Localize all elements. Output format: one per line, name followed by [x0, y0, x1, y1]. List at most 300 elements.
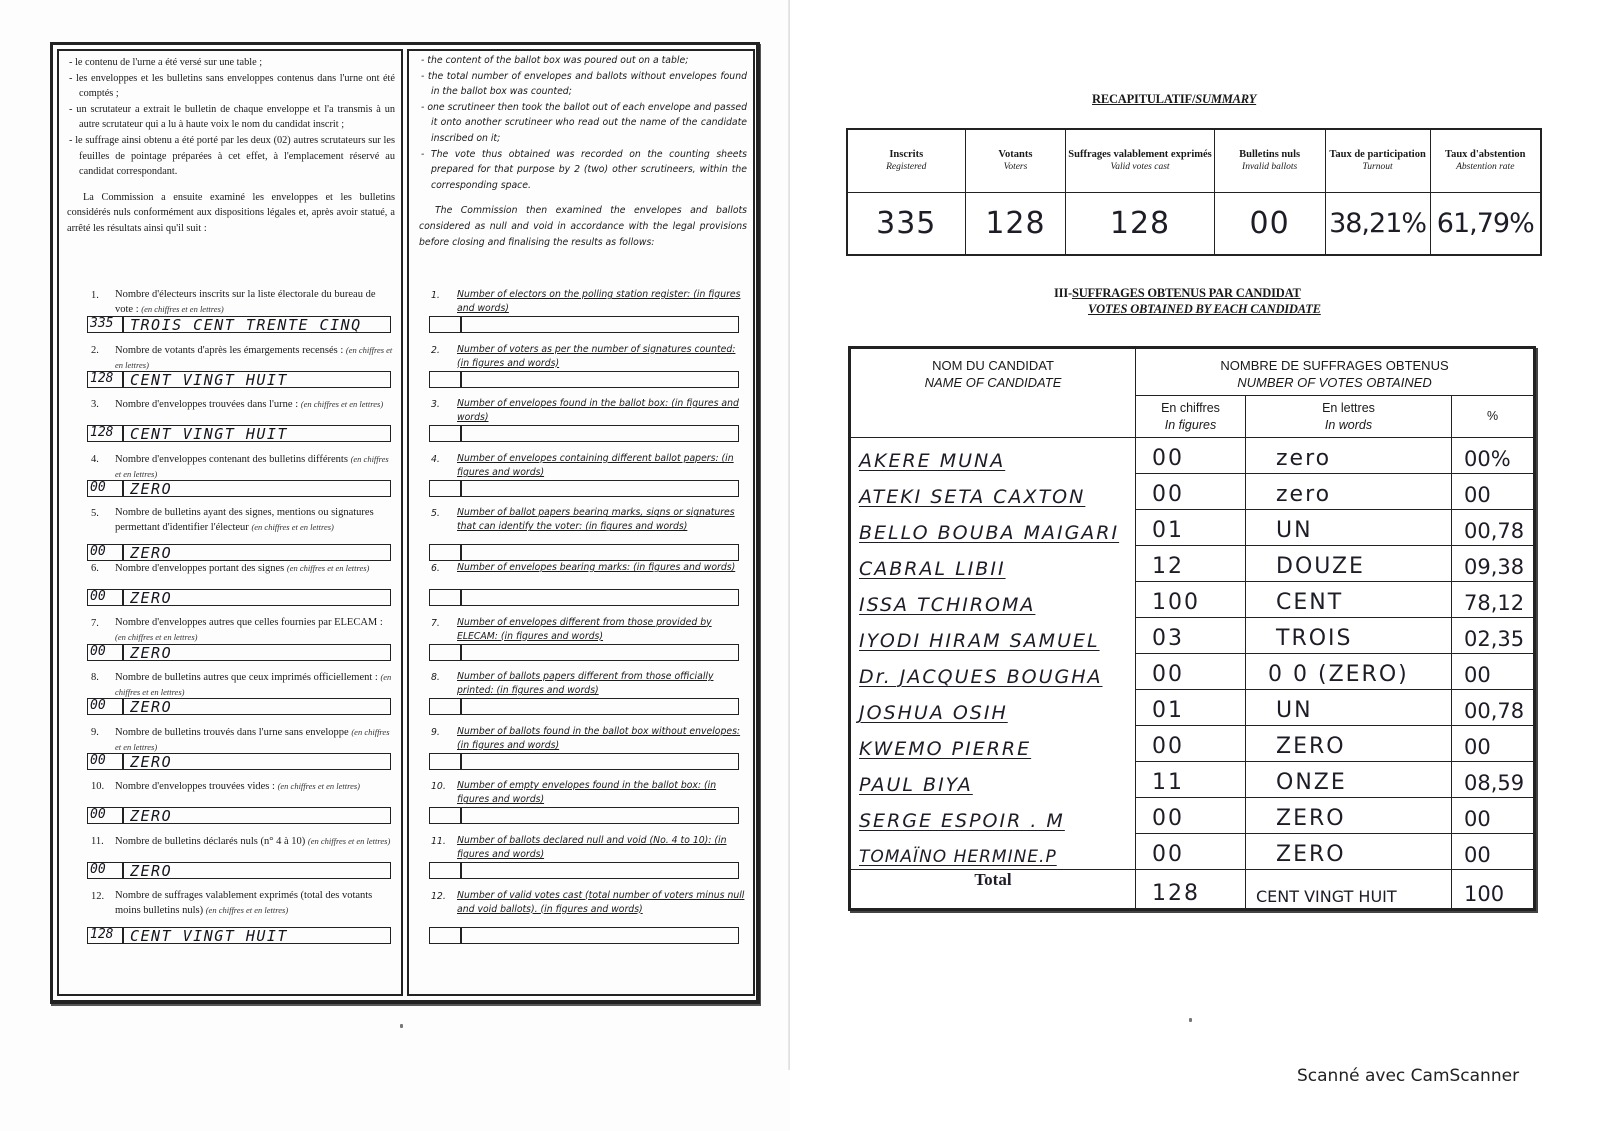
en-item: [409, 777, 753, 832]
item-label: [115, 397, 395, 412]
item-label: Number of empty envelopes found in the ballot box: (in figures and words): [457, 780, 717, 806]
answer-box[interactable]: [429, 862, 739, 879]
candidate-row: [850, 762, 1535, 798]
candidate-words: 0 0 (ZERO): [1246, 654, 1452, 690]
item-number: 1.: [431, 290, 440, 301]
summary-title: [1092, 92, 1256, 107]
header-en: Registered: [886, 161, 927, 172]
answer-words: ZERO: [130, 588, 173, 607]
candidate-pct: 00: [1452, 834, 1535, 870]
item-number: 11.: [431, 835, 446, 847]
candidate-figures: 12: [1136, 546, 1246, 582]
en-item: [409, 832, 753, 887]
en-intro-bullet: - one scrutineer then took the ballot out of each envelope and passed it onto another scrutineer who read out the name of the candidate inscribed on it;: [421, 101, 747, 144]
item-label-text: Nombre de bulletins autres que ceux imprimés officiellement :: [115, 672, 378, 684]
answer-words: ZERO: [130, 544, 173, 563]
words-header-en: In words: [1324, 417, 1373, 432]
item-label-text: Nombre de bulletins ayant des signes, mentions ou signatures permettant d'identifier l'électeur: [115, 507, 374, 534]
candidate-words: TROIS: [1246, 618, 1452, 654]
answer-figure: 00: [90, 807, 106, 823]
candidate-row: [850, 726, 1535, 762]
item-number: 2.: [431, 344, 440, 356]
fr-item: [59, 341, 401, 396]
answer-figure: 00: [90, 588, 106, 604]
section-title-fr: SUFFRAGES OBTENUS PAR CANDIDAT: [1071, 286, 1301, 300]
fr-intro: [59, 51, 401, 237]
item-number: 1.: [91, 290, 99, 301]
answer-box[interactable]: [429, 589, 739, 606]
candidate-words: UN: [1246, 690, 1452, 726]
total-pct: 100: [1452, 870, 1535, 910]
candidate-pct: 00,78: [1452, 510, 1535, 546]
answer-figure: 00: [90, 752, 106, 768]
header-fr: Inscrits: [889, 148, 924, 160]
en-item: [409, 668, 753, 723]
box-divider: [122, 589, 124, 606]
answer-box[interactable]: [429, 753, 739, 770]
item-hint: (en chiffres et en lettres): [205, 904, 289, 915]
item-label: [115, 616, 395, 645]
total-row: [850, 870, 1535, 910]
item-label: [115, 725, 395, 755]
candidate-words: zero: [1246, 474, 1452, 510]
item-label: Number of electors on the polling station register: (in figures and words): [457, 289, 741, 314]
en-intro: [409, 51, 753, 250]
french-column: [57, 49, 403, 996]
candidate-row: [850, 690, 1535, 726]
candidate-pct: 09,38: [1452, 546, 1535, 582]
answer-words: ZERO: [130, 861, 173, 880]
summary-values-row: [847, 192, 1541, 255]
header-en: Valid votes cast: [1110, 161, 1170, 172]
section-prefix: III-: [1054, 286, 1072, 300]
candidate-row: [850, 438, 1535, 474]
item-label: [115, 889, 395, 918]
item-label: [115, 779, 395, 794]
answer-words: CENT VINGT HUIT: [130, 370, 288, 389]
candidate-row: [850, 618, 1535, 654]
header-fr: Bulletins nuls: [1239, 148, 1301, 160]
answer-box[interactable]: [429, 927, 739, 944]
answer-box[interactable]: [429, 425, 739, 442]
answer-box[interactable]: [87, 425, 391, 442]
scan-speck: [1189, 1018, 1192, 1022]
item-number: 4.: [431, 453, 440, 465]
item-label: Number of valid votes cast (total number of voters minus null and void ballots). (in figures and words): [457, 889, 745, 915]
answer-box[interactable]: [429, 807, 739, 824]
item-label: Number of ballots declared null and void (No. 4 to 10): (in figures and words): [457, 834, 727, 860]
item-label-text: Nombre d'enveloppes autres que celles fournies par ELECAM :: [115, 616, 383, 628]
en-items: [409, 286, 753, 941]
answer-box[interactable]: [429, 480, 739, 497]
item-hint: (en chiffres et en lettres): [277, 781, 361, 792]
scanner-watermark: Scanné avec CamScanner: [1297, 1066, 1520, 1086]
candidate-name: AKERE MUNA: [850, 438, 1136, 474]
candidate-figures: 01: [1136, 510, 1246, 546]
fr-items: [59, 286, 401, 945]
item-number: 6.: [431, 562, 440, 574]
candidate-name: TOMAÏNO HERMINE.P: [850, 834, 1136, 870]
candidate-figures: 100: [1136, 582, 1246, 618]
box-divider: [460, 316, 462, 333]
item-number: 11.: [91, 835, 104, 847]
fr-intro-bullet: - le suffrage ainsi obtenu a été porté par les deux (02) autres scrutateurs sur les feuilles de pointage préparées à cet effet, à l'emplacement réservé au candidat correspondant.: [69, 134, 395, 178]
item-label: [115, 834, 395, 849]
candidate-figures: 00: [1136, 474, 1246, 510]
summary-header: [847, 129, 965, 192]
box-divider: [122, 862, 124, 879]
box-divider: [460, 862, 462, 879]
answer-words: CENT VINGT HUIT: [130, 425, 288, 444]
item-label: [115, 670, 395, 700]
item-label-text: Nombre de bulletins trouvés dans l'urne sans enveloppe: [115, 726, 349, 738]
candidate-name: BELLO BOUBA MAIGARI: [850, 510, 1136, 546]
item-number: 12.: [431, 890, 446, 902]
item-number: 10.: [431, 781, 446, 793]
candidate-name: KWEMO PIERRE: [850, 726, 1136, 762]
candidate-pct: 00%: [1452, 438, 1535, 474]
item-hint: (en chiffres et en lettres): [115, 453, 389, 479]
item-hint: (en chiffres et en lettres): [286, 562, 370, 573]
answer-figure: 00: [90, 861, 106, 877]
item-label: [115, 561, 395, 576]
words-header-fr: En lettres: [1322, 400, 1375, 415]
answer-figure: 00: [90, 479, 106, 495]
item-label: Number of envelopes different from those provided by ELECAM: (in figures and words): [457, 616, 712, 642]
box-divider: [460, 425, 462, 442]
fr-item: [59, 559, 401, 614]
candidate-words: ZERO: [1246, 726, 1452, 762]
answer-box[interactable]: [87, 698, 391, 715]
summary-table: [846, 128, 1542, 256]
box-divider: [122, 644, 124, 661]
box-divider: [460, 698, 462, 715]
box-divider: [460, 753, 462, 770]
right-page: [790, 0, 1600, 1131]
header-fr: Taux de participation: [1329, 148, 1426, 160]
en-intro-bullet: - the total number of envelopes and ballots without envelopes found in the ballot box was counted;: [421, 70, 747, 98]
fr-item: [59, 887, 401, 945]
item-label-text: Nombre de suffrages valablement exprimés (total des votants moins bulletins nuls): [115, 889, 373, 916]
candidate-row: [850, 474, 1535, 510]
candidate-row: [850, 582, 1535, 618]
candidate-words: zero: [1246, 438, 1452, 474]
en-intro-paragraph: The Commission then examined the envelopes and ballots considered as null and void in accordance with the legal provisions before closing and finalising the results as follows:: [419, 205, 747, 248]
item-number: 2.: [91, 344, 99, 356]
summary-title-en: SUMMARY: [1195, 92, 1257, 106]
header-fr: Suffrages valablement exprimés: [1068, 148, 1212, 160]
left-page: [0, 0, 790, 1131]
total-figures: 128: [1136, 870, 1246, 910]
candidate-figures: 00: [1136, 726, 1246, 762]
candidate-pct: 78,12: [1452, 582, 1535, 618]
item-label: [115, 452, 395, 482]
answer-figure: 128: [90, 425, 114, 441]
summary-header: [1325, 129, 1430, 192]
answer-words: ZERO: [130, 752, 173, 771]
box-divider: [460, 480, 462, 497]
candidate-name: Dr. JACQUES BOUGHA: [850, 654, 1136, 690]
header-fr: Taux d'abstention: [1445, 148, 1526, 160]
section-title: [1054, 286, 1301, 301]
candidate-name: SERGE ESPOIR . M: [850, 798, 1136, 834]
box-divider: [122, 480, 124, 497]
answer-figure: 128: [90, 926, 114, 942]
candidate-row: [850, 510, 1535, 546]
item-hint: (en chiffres et en lettres): [251, 522, 334, 533]
answer-box[interactable]: [87, 316, 391, 333]
candidate-figures: 11: [1136, 762, 1246, 798]
candidate-pct: 00: [1452, 474, 1535, 510]
answer-figure: 00: [90, 643, 106, 659]
en-intro-bullet: - the content of the ballot box was poured out on a table;: [421, 55, 689, 66]
minutes-form-frame: [50, 42, 760, 1004]
answer-words: ZERO: [130, 807, 173, 826]
scan-speck: [400, 1024, 403, 1028]
header-en: Invalid ballots: [1242, 161, 1298, 172]
candidate-figures: 00: [1136, 654, 1246, 690]
candidate-figures: 00: [1136, 438, 1246, 474]
en-item: [409, 450, 753, 505]
item-number: 10.: [91, 781, 105, 793]
candidate-pct: 00: [1452, 654, 1535, 690]
fr-item: [59, 395, 401, 450]
fr-intro-paragraph: La Commission a ensuite examiné les enveloppes et les bulletins considérés nuls conformément aux dispositions légales et, après avoir statué, a arrêté les résultats ainsi qu'il suit :: [67, 191, 395, 234]
candidate-row: [850, 834, 1535, 870]
candidate-name: JOSHUA OSIH: [850, 690, 1136, 726]
answer-box[interactable]: [87, 589, 391, 606]
item-hint: (en chiffres et en lettres): [307, 835, 391, 846]
box-divider: [460, 644, 462, 661]
candidate-figures: 00: [1136, 798, 1246, 834]
fr-item: [59, 777, 401, 832]
en-item: [409, 887, 753, 942]
candidate-words: ZERO: [1246, 798, 1452, 834]
answer-box[interactable]: [87, 480, 391, 497]
item-label: [115, 343, 395, 373]
answer-words: ZERO: [130, 698, 173, 717]
item-number: 6.: [91, 562, 99, 574]
item-label: [115, 506, 395, 535]
total-label: Total: [850, 870, 1136, 910]
item-number: 12.: [91, 890, 105, 902]
figures-header-fr: En chiffres: [1161, 400, 1220, 415]
candidate-pct: 02,35: [1452, 618, 1535, 654]
en-intro-bullet: - The vote thus obtained was recorded on the counting sheets prepared for that purpose by 2 (two) other scrutineers, within the corresponding space.: [421, 148, 747, 191]
box-divider: [460, 371, 462, 388]
answer-words: CENT VINGT HUIT: [130, 926, 288, 945]
item-number: 5.: [431, 508, 440, 520]
en-item: [409, 341, 753, 396]
item-label-text: Nombre d'électeurs inscrits sur la liste électorale du bureau de vote :: [115, 289, 376, 315]
candidate-name: ATEKI SETA CAXTON: [850, 474, 1136, 510]
item-hint: (en chiffres et en lettres): [115, 726, 390, 752]
answer-words: ZERO: [130, 479, 173, 498]
item-hint: (en chiffres et en lettres): [115, 672, 392, 698]
votes-header-en: NUMBER OF VOTES OBTAINED: [1237, 375, 1432, 390]
answer-figure: 00: [90, 698, 106, 714]
candidate-name: CABRAL LIBII: [850, 546, 1136, 582]
item-number: 8.: [431, 672, 440, 684]
figures-header: [1136, 396, 1246, 438]
answer-box[interactable]: [87, 644, 391, 661]
candidate-row: [850, 546, 1535, 582]
box-divider: [122, 425, 124, 442]
fr-item: [59, 450, 401, 505]
summary-header-row: [847, 129, 1541, 192]
fr-item: [59, 504, 401, 563]
item-label-text: Nombre de votants d'après les émargements recensés :: [115, 344, 344, 356]
name-header: [850, 348, 1136, 438]
item-hint: (en chiffres et en lettres): [115, 631, 198, 642]
words-header: [1246, 396, 1452, 438]
pct-header: %: [1452, 396, 1535, 438]
item-label-text: Nombre de bulletins déclarés nuls (n° 4 à 10): [115, 835, 306, 847]
item-label: Number of ballot papers bearing marks, signs or signatures that can identify the voter: (in figures and words): [457, 507, 735, 533]
candidate-pct: 00: [1452, 726, 1535, 762]
answer-figure: 335: [90, 316, 114, 331]
box-divider: [122, 316, 124, 333]
candidate-row: [850, 654, 1535, 690]
answer-box[interactable]: [429, 698, 739, 715]
candidate-words: ZERO: [1246, 834, 1452, 870]
figures-header-en: In figures: [1164, 417, 1217, 432]
en-item: [409, 559, 753, 614]
item-label-text: Nombre d'enveloppes portant des signes: [115, 562, 285, 574]
total-words: CENT VINGT HUIT: [1246, 870, 1452, 910]
item-label: [115, 288, 395, 317]
en-item: [409, 286, 753, 341]
candidate-words: CENT: [1246, 582, 1452, 618]
en-item: [409, 395, 753, 450]
box-divider: [122, 927, 124, 944]
item-number: 4.: [91, 453, 99, 465]
candidate-words: ONZE: [1246, 762, 1452, 798]
answer-box[interactable]: [87, 927, 391, 944]
fr-item: [59, 723, 401, 778]
candidate-figures: 00: [1136, 834, 1246, 870]
candidate-words: UN: [1246, 510, 1452, 546]
item-number: 9.: [91, 726, 99, 738]
turnout-value: 38,21%: [1325, 192, 1430, 255]
answer-box[interactable]: [429, 644, 739, 661]
answer-words: ZERO: [130, 643, 173, 662]
answer-figure: 00: [90, 544, 106, 560]
fr-item: [59, 832, 401, 887]
box-divider: [122, 807, 124, 824]
answer-words: TROIS CENT TRENTE CINQ: [130, 316, 362, 334]
answer-box[interactable]: [429, 371, 739, 388]
item-label-text: Nombre d'enveloppes trouvées dans l'urne :: [115, 399, 299, 411]
fr-intro-bullet: - un scrutateur a extrait le bulletin de chaque enveloppe et l'a transmis à un autre scrutateur qui a lu à haute voix le nom du candidat inscrit ;: [69, 103, 395, 131]
answer-box[interactable]: [429, 316, 739, 333]
answer-box[interactable]: [87, 753, 391, 770]
summary-title-fr: RECAPITULATIF/: [1092, 92, 1196, 106]
item-number: 3.: [91, 399, 99, 411]
item-label: Number of envelopes bearing marks: (in figures and words): [457, 561, 736, 573]
box-divider: [460, 807, 462, 824]
voters-value: 128: [965, 192, 1066, 255]
item-number: 7.: [431, 617, 440, 629]
candidate-words: DOUZE: [1246, 546, 1452, 582]
invalid-ballots-value: 00: [1214, 192, 1325, 255]
item-label: Number of voters as per the number of signatures counted: (in figures and words): [457, 343, 736, 369]
box-divider: [460, 927, 462, 944]
votes-header: [1136, 348, 1535, 396]
answer-figure: 128: [90, 370, 114, 386]
item-label-text: Nombre d'enveloppes contenant des bulletins différents: [115, 453, 348, 465]
header-en: Voters: [1003, 161, 1028, 172]
candidate-pct: 08,59: [1452, 762, 1535, 798]
item-hint: (en chiffres et en lettres): [115, 344, 393, 370]
name-header-fr: NOM DU CANDIDAT: [932, 358, 1054, 373]
item-hint: (en chiffres et en lettres): [141, 304, 224, 314]
header-en: Abstention rate: [1456, 161, 1515, 172]
en-item: [409, 504, 753, 559]
item-label: Number of ballots papers different from those officially printed: (in figures and words): [457, 671, 714, 697]
section-title-en: VOTES OBTAINED BY EACH CANDIDATE: [1088, 302, 1321, 316]
header-en: Turnout: [1362, 161, 1393, 172]
candidate-name: PAUL BIYA: [850, 762, 1136, 798]
fr-item: [59, 614, 401, 669]
registered-value: 335: [847, 192, 965, 255]
item-number: 9.: [431, 726, 440, 738]
header-fr: Votants: [998, 148, 1033, 160]
candidate-pct: 00: [1452, 798, 1535, 834]
box-divider: [122, 371, 124, 388]
fr-intro-bullet: - le contenu de l'urne a été versé sur une table ;: [69, 57, 263, 68]
candidates-table: [848, 346, 1536, 911]
box-divider: [122, 698, 124, 715]
summary-header: [1066, 129, 1214, 192]
candidate-pct: 00,78: [1452, 690, 1535, 726]
item-label: Number of envelopes found in the ballot box: (in figures and words): [457, 398, 739, 424]
votes-header-fr: NOMBRE DE SUFFRAGES OBTENUS: [1220, 358, 1449, 373]
item-label-text: Nombre d'enveloppes trouvées vides :: [115, 781, 275, 793]
fr-item: [59, 668, 401, 723]
fr-intro-bullet: - les enveloppes et les bulletins sans enveloppes contenus dans l'urne ont été comptés ;: [69, 72, 395, 100]
item-number: 7.: [91, 617, 99, 629]
item-hint: (en chiffres et en lettres): [300, 399, 384, 410]
candidate-name: ISSA TCHIROMA: [850, 582, 1136, 618]
header-row-1: [850, 348, 1535, 396]
candidate-row: [850, 798, 1535, 834]
en-item: [409, 723, 753, 778]
summary-header: [965, 129, 1066, 192]
fr-item: [59, 286, 401, 341]
item-number: 3.: [431, 399, 440, 411]
candidate-figures: 03: [1136, 618, 1246, 654]
summary-header: [1214, 129, 1325, 192]
en-item: [409, 614, 753, 669]
box-divider: [460, 589, 462, 606]
answer-box[interactable]: [87, 807, 391, 824]
summary-header: [1430, 129, 1541, 192]
answer-box[interactable]: [87, 862, 391, 879]
item-number: 8.: [91, 672, 99, 684]
item-label: Number of envelopes containing different ballot papers: (in figures and words): [457, 452, 734, 478]
item-label: Number of ballots found in the ballot box without envelopes: (in figures and words): [457, 725, 741, 751]
abstention-value: 61,79%: [1430, 192, 1541, 255]
valid-votes-value: 128: [1066, 192, 1214, 255]
item-number: 5.: [91, 508, 99, 520]
answer-box[interactable]: [87, 371, 391, 388]
box-divider: [122, 753, 124, 770]
candidate-name: IYODI HIRAM SAMUEL: [850, 618, 1136, 654]
english-column: [407, 49, 755, 996]
name-header-en: NAME OF CANDIDATE: [924, 375, 1062, 390]
candidate-figures: 01: [1136, 690, 1246, 726]
